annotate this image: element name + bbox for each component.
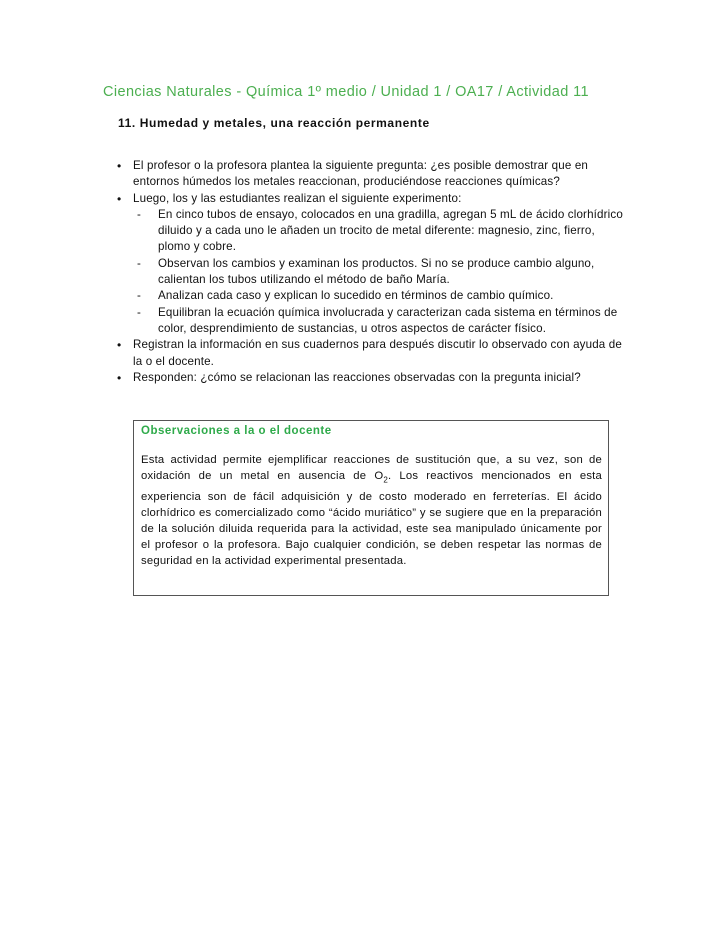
- observations-text-part1: Esta actividad permite ejemplificar reacciones de sustitución que, a su vez, son de oxidación de un metal en ausencia de O: [141, 454, 602, 483]
- step-item: - Equilibran la ecuación química involucrada y caracterizan cada sistema en términos de color, desprendimiento de sustancias, u otros aspectos de carácter físico.: [133, 305, 627, 338]
- instruction-list: [117, 158, 627, 386]
- step-item: - En cinco tubos de ensayo, colocados en una gradilla, agregan 5 mL de ácido clorhídrico diluido y a cada uno le añaden un trocito de metal diferente: magnesio, zinc, fierro, plomo y cobre.: [133, 207, 627, 256]
- oxygen-subscript: 2: [383, 475, 388, 485]
- list-item-text: El profesor o la profesora plantea la siguiente pregunta: ¿es posible demostrar que en entornos húmedos los metales reaccionan, produciéndose reacciones químicas?: [133, 159, 589, 189]
- activity-title: 11. Humedad y metales, una reacción permanente: [118, 116, 430, 130]
- teacher-observations-box: [133, 420, 609, 596]
- list-item: [117, 337, 627, 370]
- list-item-text: Responden: ¿cómo se relacionan las reacciones observadas con la pregunta inicial?: [133, 370, 581, 384]
- step-item: - Observan los cambios y examinan los productos. Si no se produce cambio alguno, calientan los tubos utilizando el método de baño María.: [133, 256, 627, 289]
- list-item-text: Registran la información en sus cuadernos para después discutir lo observado con ayuda de la o el docente.: [133, 338, 622, 368]
- step-item: - Analizan cada caso y explican lo sucedido en términos de cambio químico.: [133, 288, 627, 304]
- observations-title: Observaciones a la o el docente: [141, 425, 332, 437]
- observations-text: [141, 452, 602, 570]
- activity-content: [117, 158, 627, 386]
- breadcrumb-header: Ciencias Naturales - Química 1º medio / Unidad 1 / OA17 / Actividad 11: [103, 84, 589, 100]
- experiment-steps: [133, 207, 627, 337]
- observations-text-part2: . Los reactivos mencionados en esta experiencia son de fácil adquisición y de costo moderado en ferreterías. El ácido clorhídrico es comercializado como “ácido muriático” y se sugiere que en la preparación de la solución diluida requerida para la actividad, este sea manipulado únicamente por el profesor o la profesora. Bajo cualquier condición, se deben respetar las normas de seguridad en la actividad experimental presentada.: [141, 470, 602, 568]
- list-item: [117, 370, 627, 386]
- list-item: [117, 158, 627, 191]
- list-item-text: Luego, los y las estudiantes realizan el siguiente experimento:: [133, 191, 462, 205]
- list-item: [117, 191, 627, 338]
